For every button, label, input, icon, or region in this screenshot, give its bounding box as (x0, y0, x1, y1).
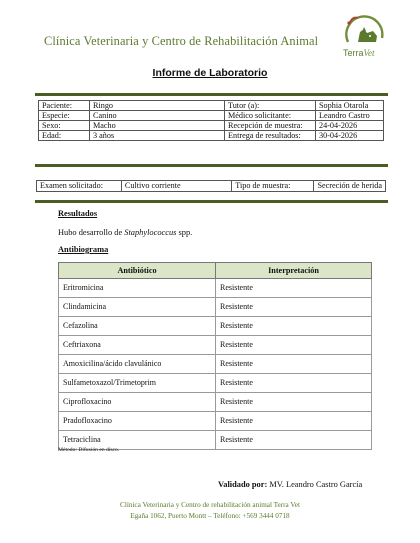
interpretation-cell: Resistente (216, 298, 372, 317)
interpretation-cell: Resistente (216, 336, 372, 355)
antibiogram-row (59, 336, 372, 355)
antibiotic-cell: Cefazolina (59, 317, 216, 336)
interpretation-cell: Resistente (216, 374, 372, 393)
antibiotic-cell: Pradofloxacino (59, 412, 216, 431)
clinic-name: Clínica Veterinaria y Centro de Rehabilitación Animal (44, 34, 319, 48)
antibiogram-heading: Antibiograma (58, 245, 109, 254)
validated-by: Validado por: MV. Leandro Castro García (218, 480, 363, 489)
divider-middle (35, 164, 388, 167)
info-label-right: Tutor (a): (225, 101, 316, 111)
interpretation-cell: Resistente (216, 393, 372, 412)
results-heading: Resultados (58, 209, 98, 218)
info-value-right: 30-04-2026 (316, 131, 384, 141)
info-row (39, 121, 384, 131)
antibiogram-row (59, 298, 372, 317)
exam-requested-label: Examen solicitado: (37, 181, 122, 192)
patient-info-table (38, 100, 384, 141)
antibiogram-table (58, 262, 372, 450)
antibiotic-cell: Eritromicina (59, 279, 216, 298)
antibiotic-cell: Ciprofloxacino (59, 393, 216, 412)
sample-type-value: Secreción de herida (314, 181, 386, 192)
info-row (39, 101, 384, 111)
info-row (39, 111, 384, 121)
info-value-left: 3 años (90, 131, 225, 141)
antibiogram-row (59, 393, 372, 412)
antibiogram-row (59, 355, 372, 374)
antibiogram-row (59, 279, 372, 298)
info-value-right: Sophia Otarola (316, 101, 384, 111)
info-value-right: 24-04-2026 (316, 121, 384, 131)
interpretation-cell: Resistente (216, 412, 372, 431)
divider-bottom (35, 200, 388, 203)
divider-top (35, 93, 388, 96)
col-interpretation: Interpretación (216, 263, 372, 279)
exam-requested-value: Cultivo corriente (121, 181, 231, 192)
interpretation-cell: Resistente (216, 279, 372, 298)
info-label-left: Paciente: (39, 101, 90, 111)
method-note: Método: Difusión en disco. (58, 447, 120, 453)
info-label-right: Médico solicitante: (225, 111, 316, 121)
info-row (39, 131, 384, 141)
info-label-right: Recepción de muestra: (225, 121, 316, 131)
info-label-right: Entrega de resultados: (225, 131, 316, 141)
interpretation-cell: Resistente (216, 431, 372, 450)
antibiotic-cell: Clindamicina (59, 298, 216, 317)
report-title: Informe de Laboratorio (152, 67, 268, 79)
interpretation-cell: Resistente (216, 355, 372, 374)
interpretation-cell: Resistente (216, 317, 372, 336)
col-antibiotic: Antibiótico (59, 263, 216, 279)
antibiotic-cell: Tetraciclina (59, 431, 216, 450)
info-value-right: Leandro Castro (316, 111, 384, 121)
antibiotic-cell: Sulfametoxazol/Trimetoprim (59, 374, 216, 393)
sample-type-label: Tipo de muestra: (232, 181, 314, 192)
info-value-left: Macho (90, 121, 225, 131)
organism-name: Staphylococcus (124, 228, 177, 237)
antibiogram-row (59, 412, 372, 431)
results-text: Hubo desarrollo de Staphylococcus spp. (58, 228, 193, 237)
info-label-left: Especie: (39, 111, 90, 121)
exam-table (36, 180, 386, 192)
antibiotic-cell: Ceftriaxona (59, 336, 216, 355)
antibiogram-row (59, 317, 372, 336)
footer-line-2: Egaña 1062, Puerto Montt – Teléfono: +569 3444 0718 (130, 512, 290, 520)
footer-line-1: Clínica Veterinaria y Centro de rehabilitación animal Terra Vet (120, 501, 300, 509)
antibiotic-cell: Amoxicilina/ácido clavulánico (59, 355, 216, 374)
info-value-left: Ringo (90, 101, 225, 111)
info-value-left: Canino (90, 111, 225, 121)
info-label-left: Sexo: (39, 121, 90, 131)
antibiogram-row (59, 374, 372, 393)
logo-wordmark: TerraVet (343, 48, 375, 58)
info-label-left: Edad: (39, 131, 90, 141)
